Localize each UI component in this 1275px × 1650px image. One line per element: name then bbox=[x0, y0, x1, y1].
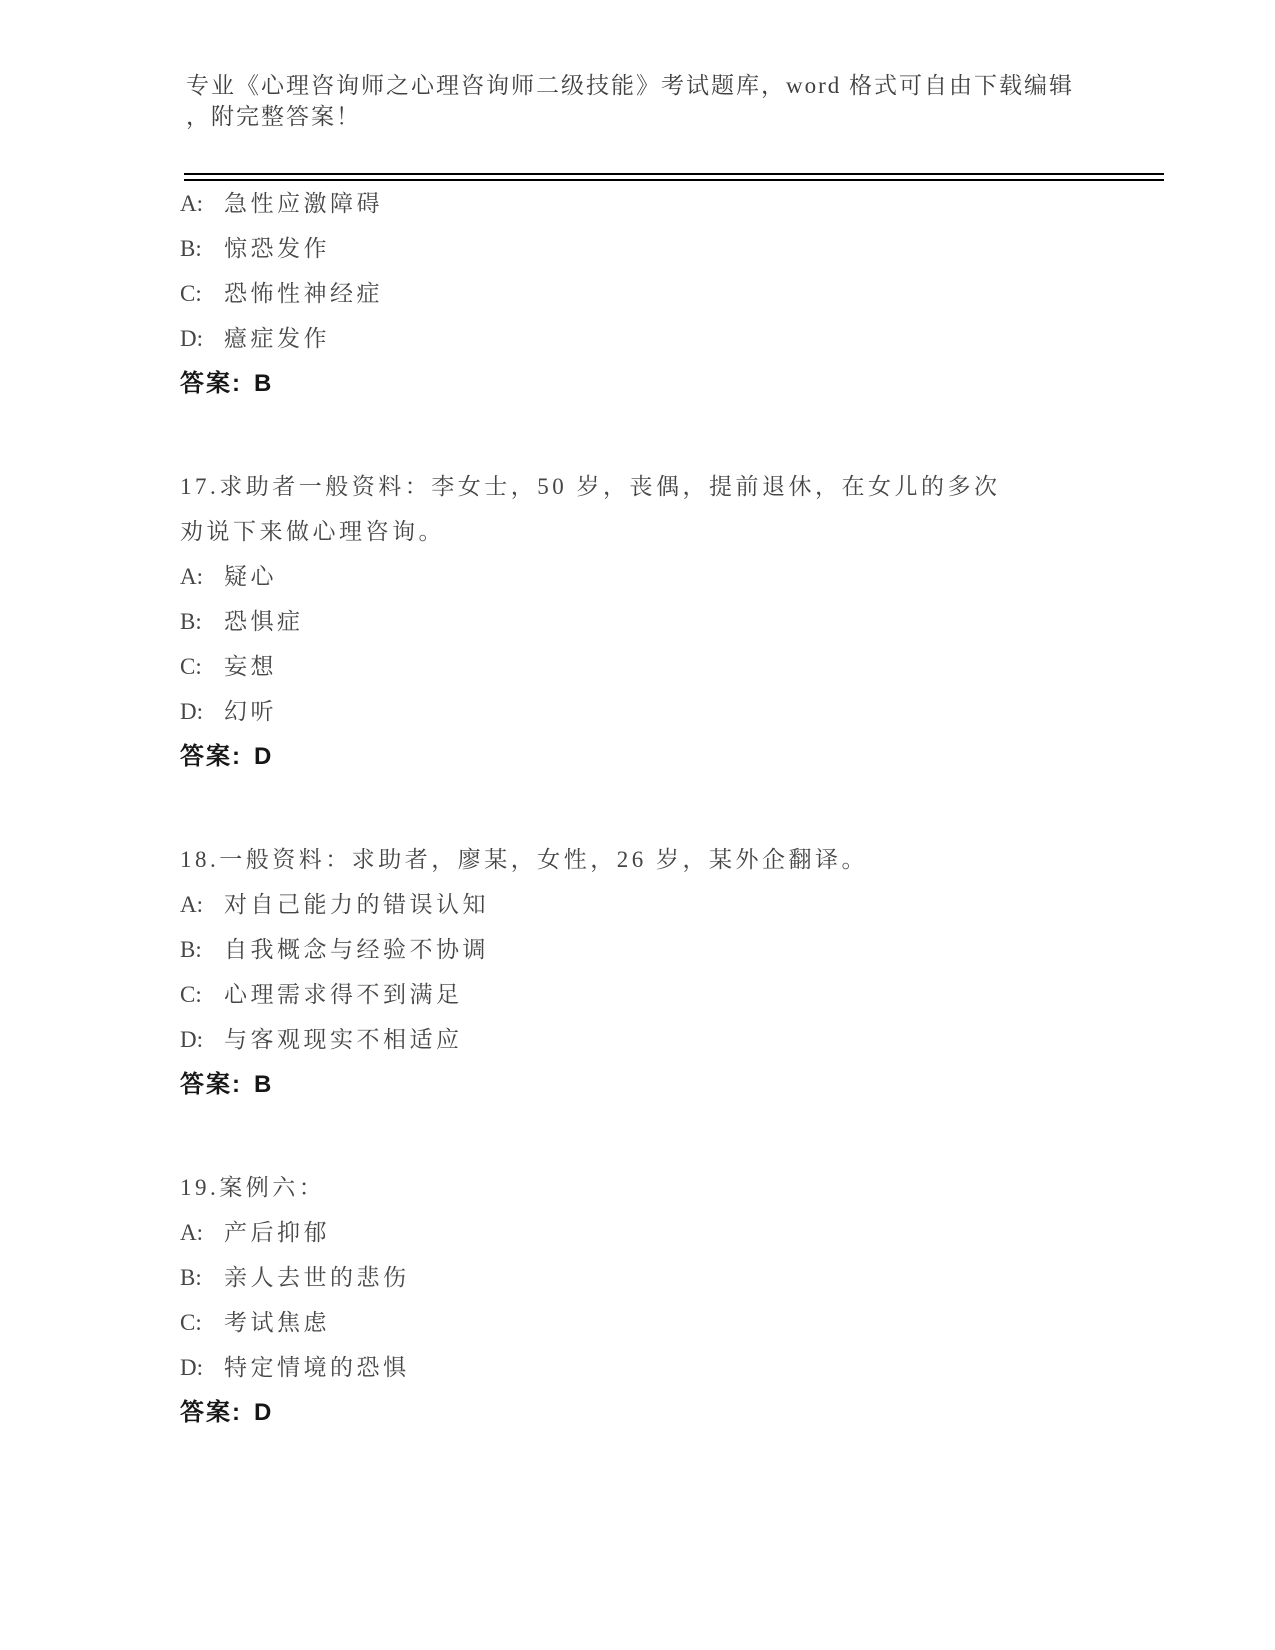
option-label: D: bbox=[180, 326, 203, 351]
question-prompt-line: 19.案例六： bbox=[180, 1175, 326, 1200]
option-row bbox=[180, 972, 1164, 1017]
question-block-16 bbox=[180, 181, 1164, 406]
answer-row bbox=[180, 734, 1164, 779]
option-text: 考试焦虑 bbox=[224, 1310, 330, 1335]
option-label: A: bbox=[180, 564, 203, 589]
option-label: C: bbox=[180, 281, 202, 306]
option-row bbox=[180, 271, 1164, 316]
option-row bbox=[180, 882, 1164, 927]
option-row bbox=[180, 316, 1164, 361]
option-label: B: bbox=[180, 937, 202, 962]
option-label: C: bbox=[180, 982, 202, 1007]
question-block-17 bbox=[180, 464, 1164, 779]
option-label: D: bbox=[180, 1027, 203, 1052]
option-text: 惊恐发作 bbox=[224, 236, 330, 261]
header-text-line-2: ，附完整答案！ bbox=[186, 104, 361, 129]
question-prompt-line: 17.求助者一般资料：李女士，50 岁，丧偶，提前退休，在女儿的多次 bbox=[180, 474, 1001, 499]
option-row bbox=[180, 1017, 1164, 1062]
option-label: B: bbox=[180, 236, 202, 261]
option-text: 恐惧症 bbox=[224, 609, 304, 634]
option-label: A: bbox=[180, 191, 203, 216]
question-prompt-line: 劝说下来做心理咨询。 bbox=[180, 519, 445, 544]
option-text: 与客观现实不相适应 bbox=[224, 1027, 463, 1052]
option-row bbox=[180, 226, 1164, 271]
question-block-19 bbox=[180, 1165, 1164, 1435]
option-label: A: bbox=[180, 1220, 203, 1245]
option-label: D: bbox=[180, 699, 203, 724]
option-text: 自我概念与经验不协调 bbox=[224, 937, 489, 962]
option-row bbox=[180, 554, 1164, 599]
option-text: 心理需求得不到满足 bbox=[224, 982, 463, 1007]
option-text: 幻听 bbox=[224, 699, 277, 724]
option-label: B: bbox=[180, 609, 202, 634]
option-row bbox=[180, 1255, 1164, 1300]
option-text: 癔症发作 bbox=[224, 326, 330, 351]
option-label: D: bbox=[180, 1355, 203, 1380]
option-text: 产后抑郁 bbox=[224, 1220, 330, 1245]
document-header bbox=[180, 70, 1164, 181]
option-text: 疑心 bbox=[224, 564, 277, 589]
option-row bbox=[180, 1300, 1164, 1345]
option-row bbox=[180, 599, 1164, 644]
option-text: 急性应激障碍 bbox=[224, 191, 383, 216]
option-label: B: bbox=[180, 1265, 202, 1290]
option-label: C: bbox=[180, 1310, 202, 1335]
option-text: 对自己能力的错误认知 bbox=[224, 892, 489, 917]
answer-value: D bbox=[254, 1399, 274, 1426]
option-row bbox=[180, 927, 1164, 972]
option-label: A: bbox=[180, 892, 203, 917]
option-row bbox=[180, 1210, 1164, 1255]
option-row bbox=[180, 1345, 1164, 1390]
option-row bbox=[180, 181, 1164, 226]
question-block-18 bbox=[180, 837, 1164, 1107]
option-text: 妄想 bbox=[224, 654, 277, 679]
question-prompt-line: 18.一般资料：求助者，廖某，女性，26 岁，某外企翻译。 bbox=[180, 847, 868, 872]
answer-label: 答案: bbox=[180, 370, 242, 397]
answer-value: B bbox=[254, 370, 274, 397]
option-row bbox=[180, 689, 1164, 734]
document-body bbox=[180, 181, 1164, 1435]
answer-value: D bbox=[254, 743, 274, 770]
answer-row bbox=[180, 1390, 1164, 1435]
option-text: 恐怖性神经症 bbox=[224, 281, 383, 306]
answer-label: 答案: bbox=[180, 1399, 242, 1426]
answer-value: B bbox=[254, 1071, 274, 1098]
answer-label: 答案: bbox=[180, 743, 242, 770]
option-row bbox=[180, 644, 1164, 689]
answer-label: 答案: bbox=[180, 1071, 242, 1098]
answer-row bbox=[180, 1062, 1164, 1107]
header-text-line-1: 专业《心理咨询师之心理咨询师二级技能》考试题库，word 格式可自由下载编辑 bbox=[186, 73, 1075, 98]
option-label: C: bbox=[180, 654, 202, 679]
option-text: 亲人去世的悲伤 bbox=[224, 1265, 410, 1290]
option-text: 特定情境的恐惧 bbox=[224, 1355, 410, 1380]
answer-row bbox=[180, 361, 1164, 406]
header-divider-rule bbox=[184, 173, 1164, 181]
